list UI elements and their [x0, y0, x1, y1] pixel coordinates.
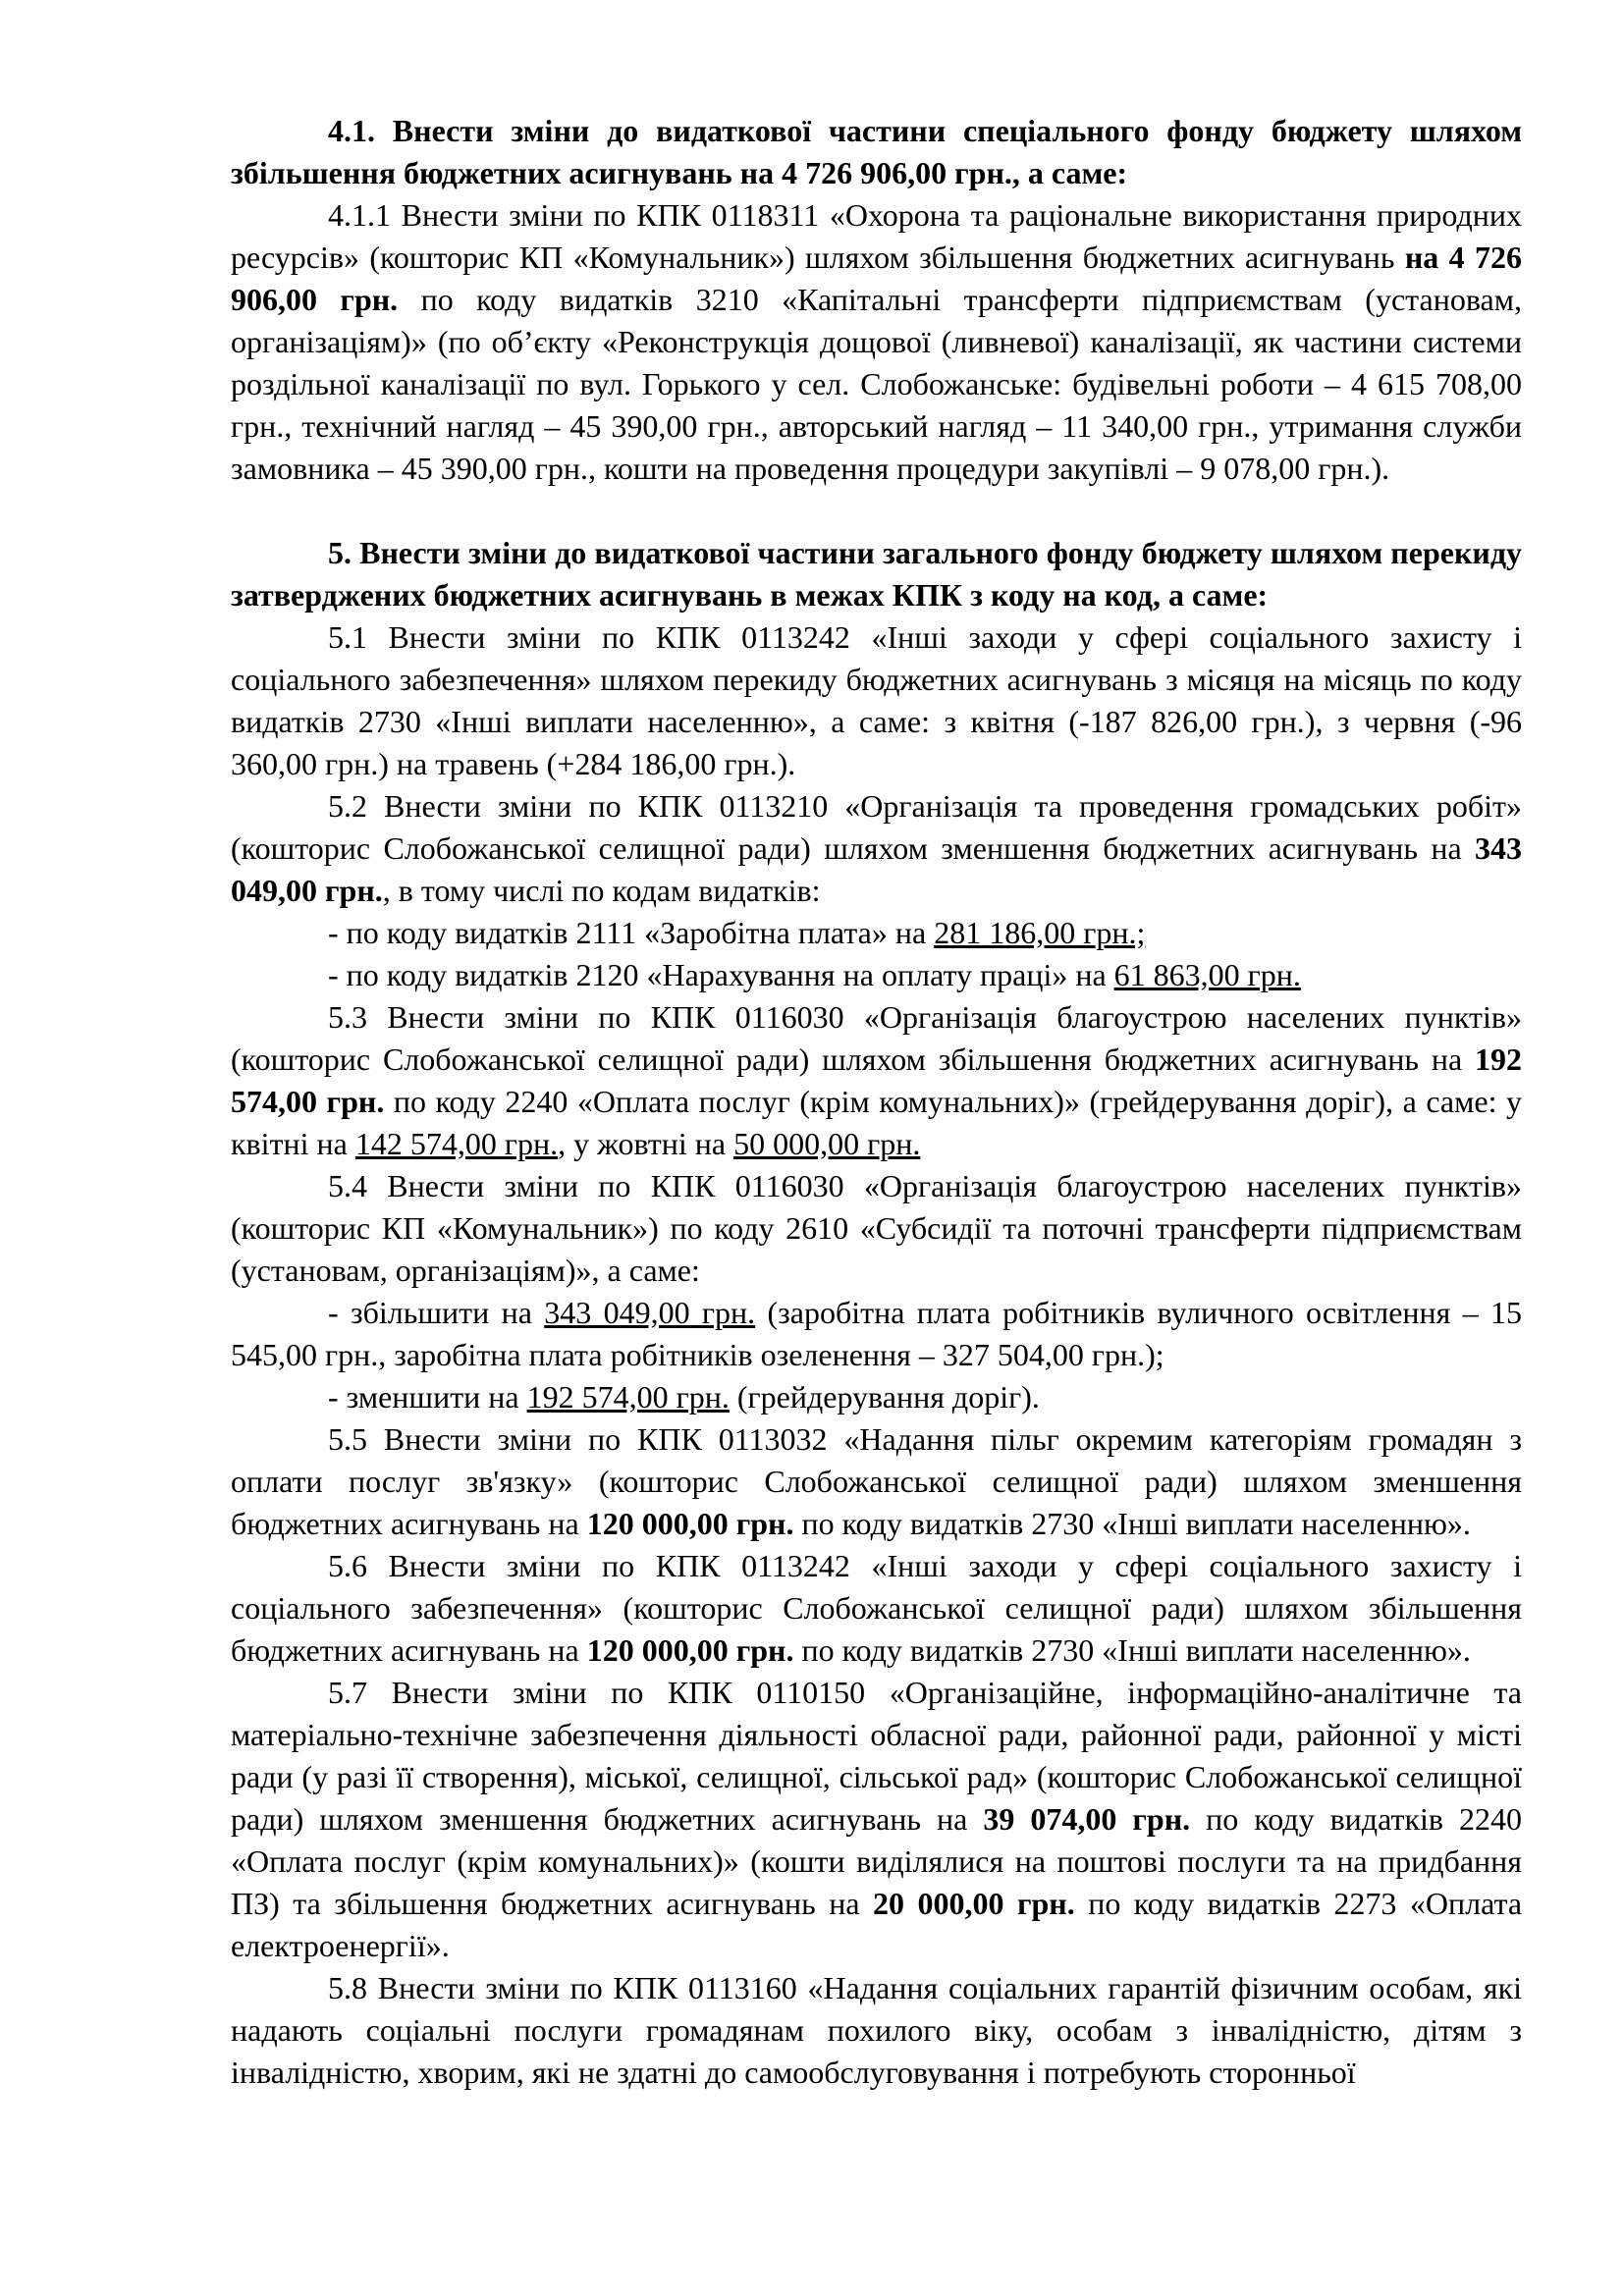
list-item-increase: - збільшити на 343 049,00 грн. (заробітна плата робітників вуличного освітлення – 15 545,00 грн., заробітна плата робітників озеленення – 327 504,00 грн.);	[231, 1295, 1523, 1372]
paragraph-4-1-1: 4.1.1 Внести зміни по КПК 0118311 «Охорона та раціональне використання природних ресурсів» (кошторис КП «Комунальник») шляхом збільшення бюджетних асигнувань на 4 726 906,00 грн. по коду видатків 3210 «Капітальні трансферти підприємствам (установам, організаціям)» (по об’єкту «Реконструкція дощової (ливневої) каналізації, як частини системи роздільної каналізації по вул. Горького у сел. Слобожанське: будівельні роботи – 4 615 708,00 грн., технічний нагляд – 45 390,00 грн., авторський нагляд – 11 340,00 грн., утримання служби замовника – 45 390,00 грн., кошти на проведення процедури закупівлі – 9 078,00 грн.).	[231, 197, 1523, 486]
list-item-2120: - по коду видатків 2120 «Нарахування на оплату праці» на 61 863,00 грн.	[328, 957, 1301, 992]
paragraph-5-8: 5.8 Внести зміни по КПК 0113160 «Надання соціальних гарантій фізичним особам, які надають соціальні послуги громадянам похилого віку, особам з інвалідністю, дітям з інвалідністю, хворим, які не здатні до самообслуговування і потребують сторонньої	[231, 1970, 1522, 2090]
section-spacer	[231, 490, 1522, 532]
paragraph-5-5: 5.5 Внести зміни по КПК 0113032 «Надання пільг окремим категоріям громадян з оплати послуг зв'язку» (кошторис Слобожанської селищної ради) шляхом зменшення бюджетних асигнувань на 120 000,00 грн. по коду видатків 2730 «Інші виплати населенню».	[231, 1421, 1522, 1541]
document-page	[231, 110, 1522, 2094]
section-4-1-heading: 4.1. Внести зміни до видаткової частини спеціального фонду бюджету шляхом збільшення бюджетних асигнувань на 4 726 906,00 грн., а саме:	[231, 113, 1522, 190]
list-item-decrease: - зменшити на 192 574,00 грн. (грейдерування доріг).	[328, 1379, 1040, 1415]
paragraph-5-2: 5.2 Внести зміни по КПК 0113210 «Організація та проведення громадських робіт» (кошторис Слобожанської селищної ради) шляхом зменшення бюджетних асигнувань на 343 049,00 грн., в тому числі по кодам видатків:	[231, 788, 1522, 908]
paragraph-5-1: 5.1 Внести зміни по КПК 0113242 «Інші заходи у сфері соціального захисту і соціального забезпечення» шляхом перекиду бюджетних асигнувань з місяця на місяць по коду видатків 2730 «Інші виплати населенню», а саме: з квітня (-187 826,00 грн.), з червня (-96 360,00 грн.) на травень (+284 186,00 грн.).	[231, 619, 1522, 781]
paragraph-5-4: 5.4 Внести зміни по КПК 0116030 «Організація благоустрою населених пунктів» (кошторис КП «Комунальник») по коду 2610 «Субсидії та поточні трансферти підприємствам (установам, організаціям)», а саме:	[231, 1168, 1522, 1288]
paragraph-5-6: 5.6 Внести зміни по КПК 0113242 «Інші заходи у сфері соціального захисту і соціального забезпечення» (кошторис Слобожанської селищної ради) шляхом збільшення бюджетних асигнувань на 120 000,00 грн. по коду видатків 2730 «Інші виплати населенню».	[231, 1548, 1522, 1668]
paragraph-5-7: 5.7 Внести зміни по КПК 0110150 «Організаційне, інформаційно-аналітичне та матеріально-технічне забезпечення діяльності обласної ради, районної ради, районної у місті ради (у разі її створення), міської, селищної, сільської рад» (кошторис Слобожанської селищної ради) шляхом зменшення бюджетних асигнувань на 39 074,00 грн. по коду видатків 2240 «Оплата послуг (крім комунальних)» (кошти виділялися на поштові послуги та на придбання ПЗ) та збільшення бюджетних асигнувань на 20 000,00 грн. по коду видатків 2273 «Оплата електроенергії».	[231, 1675, 1523, 1963]
paragraph-5-3: 5.3 Внести зміни по КПК 0116030 «Організація благоустрою населених пунктів» (кошторис Слобожанської селищної ради) шляхом збільшення бюджетних асигнувань на 192 574,00 грн. по коду 2240 «Оплата послуг (крім комунальних)» (грейдерування доріг), а саме: у квітні на 142 574,00 грн., у жовтні на 50 000,00 грн.	[231, 999, 1523, 1161]
section-5-heading: 5. Внести зміни до видаткової частини загального фонду бюджету шляхом перекиду затверджених бюджетних асигнувань в межах КПК з коду на код, а саме:	[231, 535, 1522, 613]
list-item-2111: - по коду видатків 2111 «Заробітна плата» на 281 186,00 грн.;	[328, 915, 1146, 950]
